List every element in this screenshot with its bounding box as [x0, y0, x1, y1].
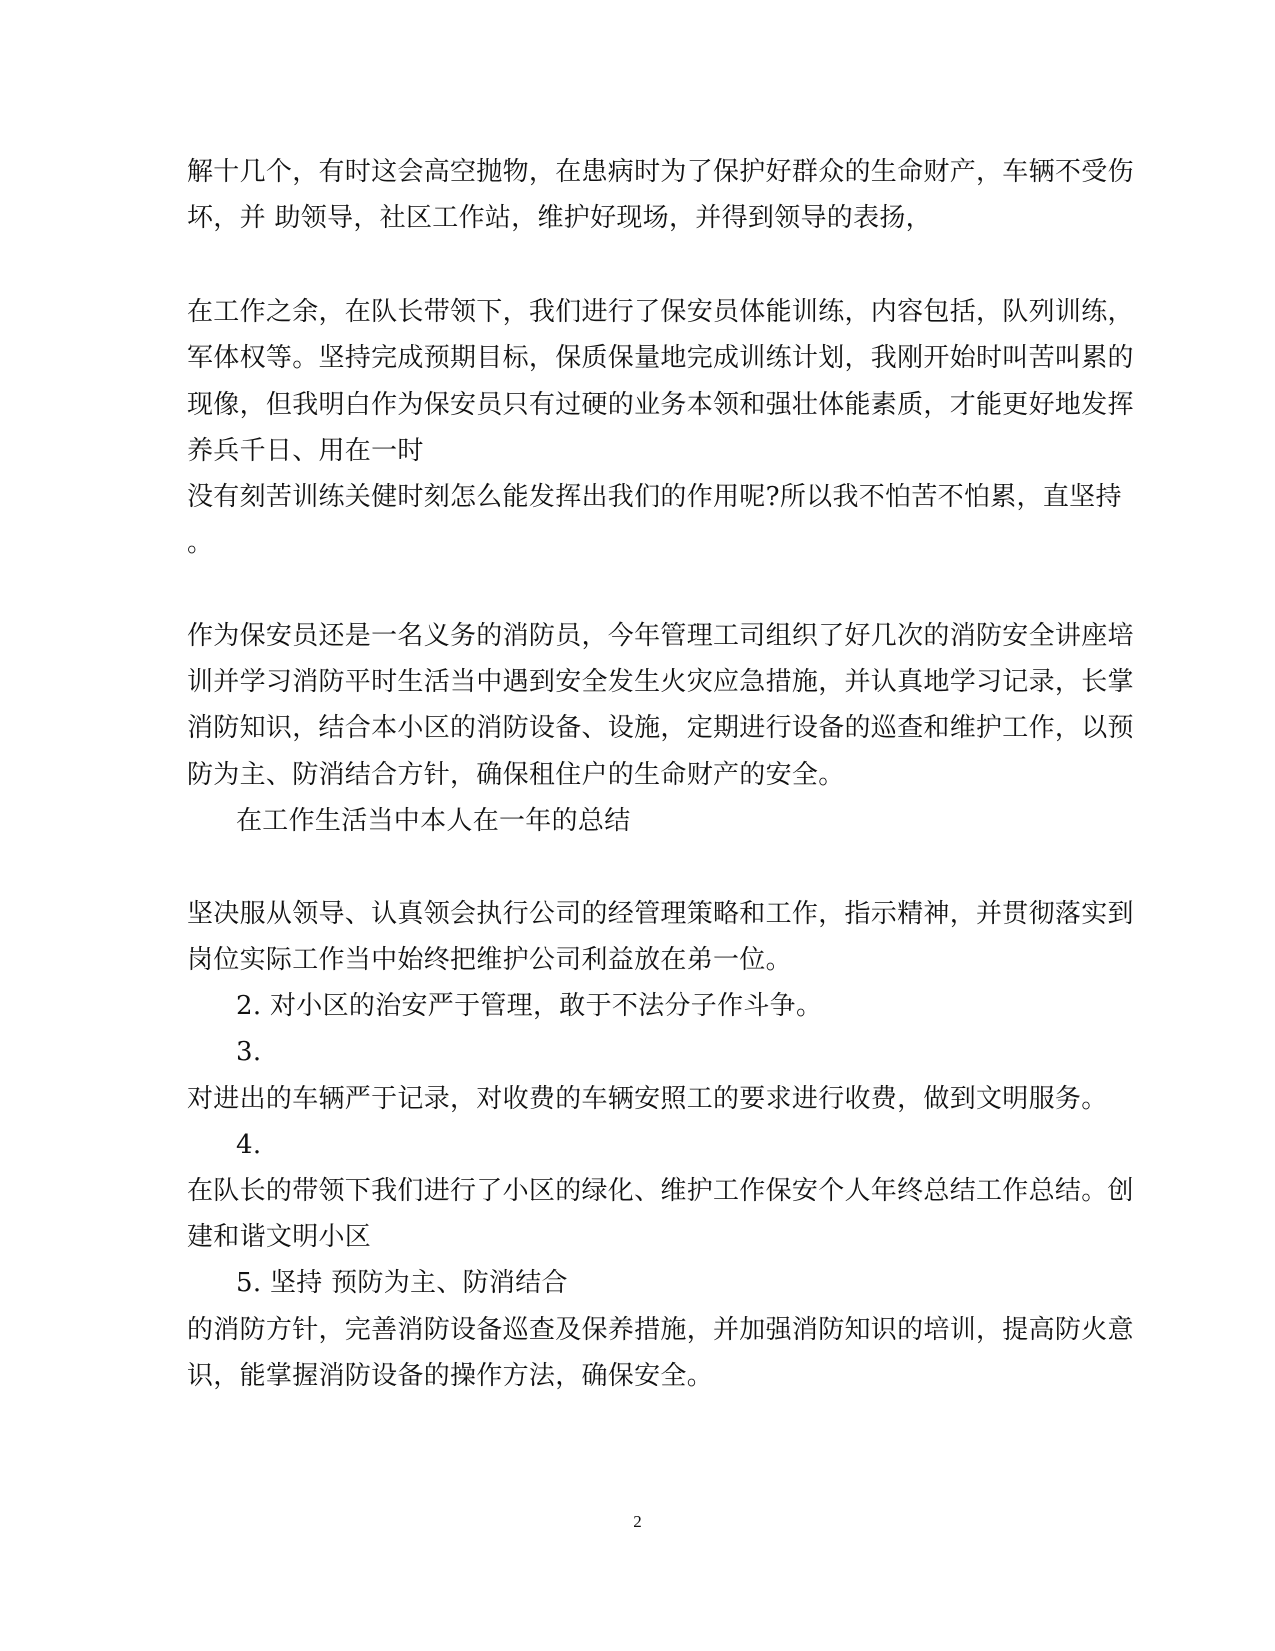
text-line: 。 [187, 528, 214, 558]
text-line: 坚决服从领导、认真领会执行公司的经管理策略和工作，指示精神，并贯彻落实到 [187, 899, 1134, 929]
text-line: 作为保安员还是一名义务的消防员，今年管理工司组织了好几次的消防安全讲座培 [187, 621, 1134, 651]
text-line: 识，能掌握消防设备的操作方法，确保安全。 [187, 1361, 714, 1391]
text-line: 的消防方针，完善消防设备巡查及保养措施，并加强消防知识的培训，提高防火意 [187, 1315, 1134, 1345]
text-line: 在队长的带领下我们进行了小区的绿化、维护工作保安个人年终总结工作总结。创 [187, 1176, 1134, 1206]
text-line: 解十几个，有时这会高空抛物，在患病时为了保护好群众的生命财产，车辆不受伤 [187, 157, 1134, 187]
text-line: 养兵千日、用在一时 [187, 436, 424, 466]
list-item-4-number: 4. [236, 1130, 262, 1160]
text-line: 没有刻苦训练关健时刻怎么能发挥出我们的作用呢?所以我不怕苦不怕累，直坚持 [187, 482, 1122, 512]
text-line: 现像，但我明白作为保安员只有过硬的业务本领和强壮体能素质，才能更好地发挥 [187, 390, 1134, 420]
text-line: 训并学习消防平时生活当中遇到安全发生火灾应急措施，并认真地学习记录，长掌 [187, 667, 1134, 697]
list-item-3-number: 3. [236, 1037, 262, 1067]
text-line: 岗位实际工作当中始终把维护公司利益放在弟一位。 [187, 945, 792, 975]
text-line: 在工作之余，在队长带领下，我们进行了保安员体能训练，内容包括，队列训练， [187, 297, 1134, 327]
text-line: 消防知识，结合本小区的消防设备、设施，定期进行设备的巡查和维护工作，以预 [187, 713, 1134, 743]
text-line: 军体权等。坚持完成预期目标，保质保量地完成训练计划，我刚开始时叫苦叫累的 [187, 343, 1134, 373]
section-subheading: 在工作生活当中本人在一年的总结 [236, 806, 631, 836]
list-item-3-text: 对进出的车辆严于记录，对收费的车辆安照工的要求进行收费，做到文明服务。 [187, 1084, 1108, 1114]
list-item-5-heading: 5. 坚持 预防为主、防消结合 [236, 1268, 568, 1298]
text-line: 坏，并 助领导，社区工作站，维护好现场，并得到领导的表扬， [187, 203, 932, 233]
text-line: 防为主、防消结合方针，确保租住户的生命财产的安全。 [187, 760, 845, 790]
text-line: 建和谐文明小区 [187, 1222, 372, 1252]
page-number: 2 [633, 1512, 642, 1531]
list-item-2: 2. 对小区的治安严于管理，敢于不法分子作斗争。 [236, 991, 823, 1021]
